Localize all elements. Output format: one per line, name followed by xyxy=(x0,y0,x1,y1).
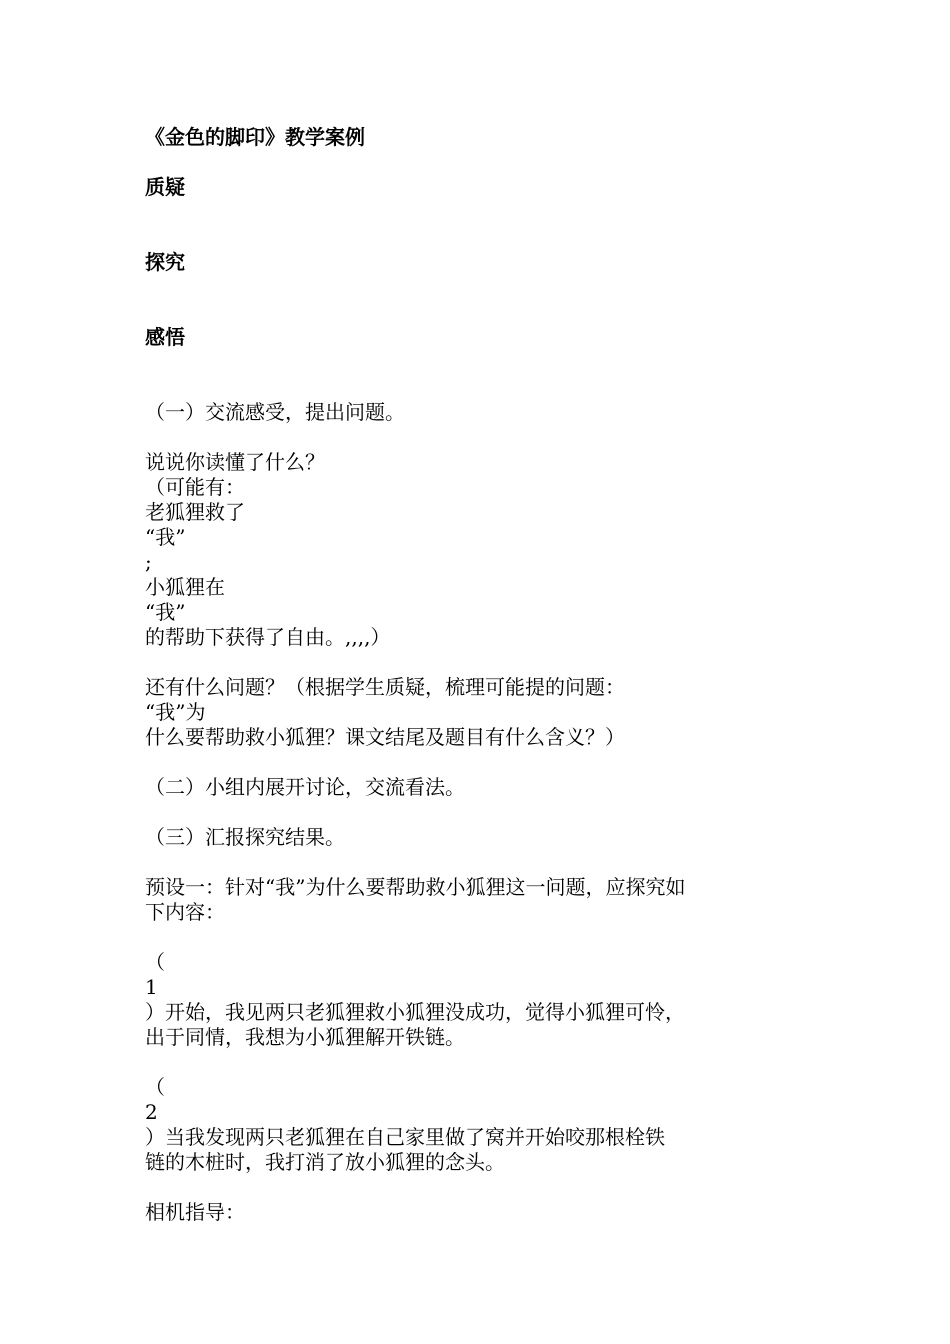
text-line: ; xyxy=(145,550,152,574)
text-line: ）开始，我见两只老狐狸救小狐狸没成功，觉得小狐狸可怜， xyxy=(145,1000,685,1024)
text-line: 相机指导： xyxy=(145,1200,245,1224)
list-number: 2 xyxy=(145,1100,158,1124)
list-marker-open: （ xyxy=(145,1075,165,1099)
text-line: “我”为 xyxy=(145,700,206,724)
text-line: 出于同情，我想为小狐狸解开铁链。 xyxy=(145,1025,465,1049)
text-line: “我” xyxy=(145,600,186,624)
text-line: 什么要帮助救小狐狸？课文结尾及题目有什么含义？） xyxy=(145,725,625,749)
text-line: （可能有： xyxy=(145,475,245,499)
text-line: “我” xyxy=(145,525,186,549)
text-line: 小狐狸在 xyxy=(145,575,225,599)
section-one-heading: （一）交流感受，提出问题。 xyxy=(145,400,405,424)
text-line: 老狐狸救了 xyxy=(145,500,245,524)
list-marker-open: （ xyxy=(145,950,165,974)
text-line: ）当我发现两只老狐狸在自己家里做了窝并开始咬那根栓铁 xyxy=(145,1125,665,1149)
text-line: 的帮助下获得了自由。,,,,） xyxy=(145,625,391,649)
section-two-heading: （二）小组内展开讨论，交流看法。 xyxy=(145,775,465,799)
heading-zhiyi: 质疑 xyxy=(145,175,185,199)
section-three-heading: （三）汇报探究结果。 xyxy=(145,825,345,849)
text-line: 还有什么问题？（根据学生质疑，梳理可能提的问题： xyxy=(145,675,625,699)
heading-ganwu: 感悟 xyxy=(145,325,185,349)
text-line: 链的木桩时，我打消了放小狐狸的念头。 xyxy=(145,1150,505,1174)
list-number: 1 xyxy=(145,975,158,999)
text-line: 预设一：针对“我”为什么要帮助救小狐狸这一问题，应探究如 xyxy=(145,875,686,899)
text-line: 下内容： xyxy=(145,900,225,924)
text-line: 说说你读懂了什么？ xyxy=(145,450,325,474)
document-title: 《金色的脚印》教学案例 xyxy=(145,125,365,149)
heading-tanjiu: 探究 xyxy=(145,250,185,274)
